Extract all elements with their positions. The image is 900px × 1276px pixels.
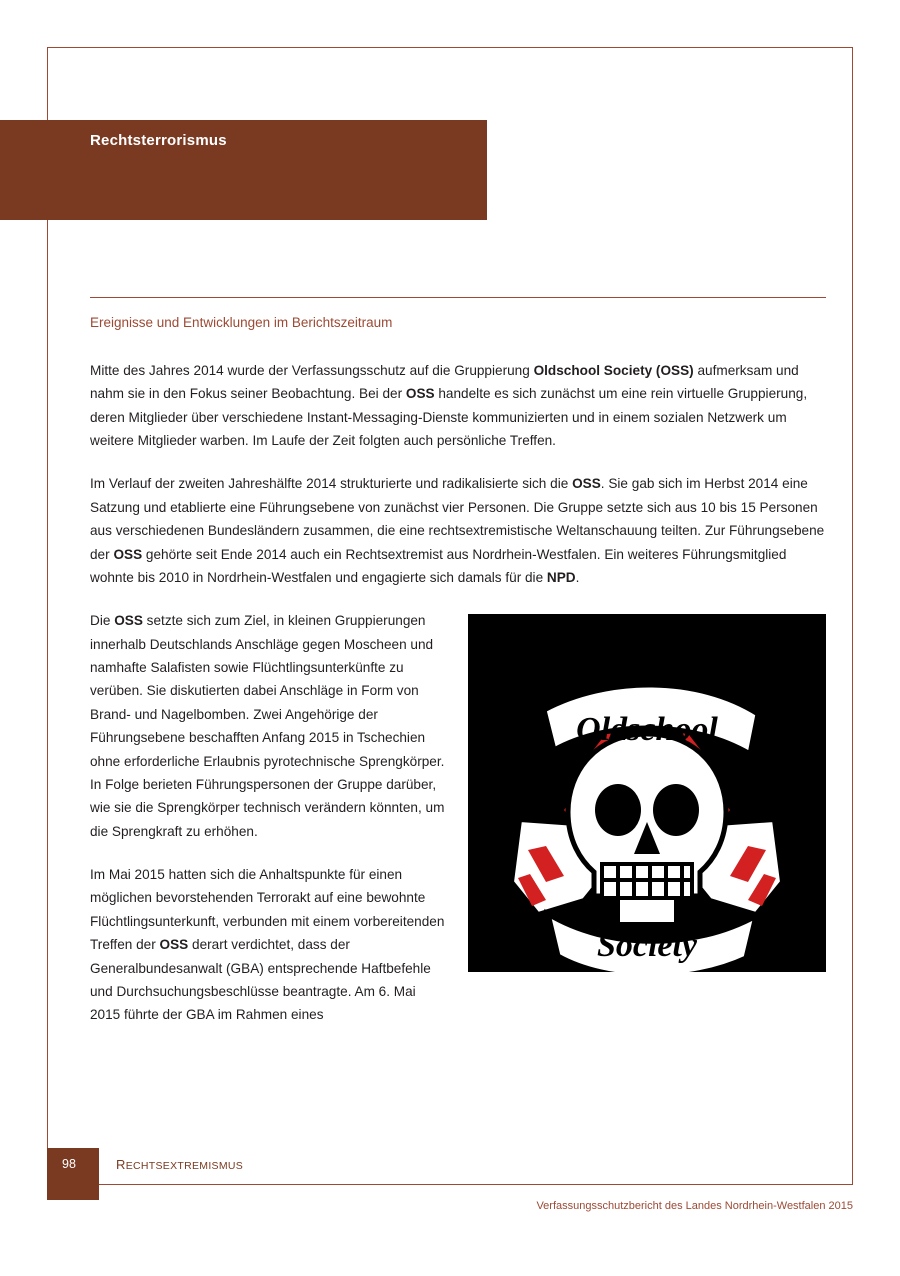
section-divider (90, 297, 826, 298)
footer-section-label (116, 1157, 243, 1172)
page-number: 98 (62, 1157, 76, 1171)
logo-bottom-text: Society (596, 927, 698, 965)
footer-section-label-initial: R (116, 1157, 126, 1172)
page-content (90, 297, 826, 1047)
paragraph-1: Mitte des Jahres 2014 wurde der Verfassungsschutz auf die Gruppierung Oldschool Society (OSS) aufmerksam und nahm sie in den Fokus seiner Beobachtung. Bei der OSS handelte es sich zunächst um eine rein virtuelle Gruppierung, deren Mitglieder über verschiedene Instant-Messaging-Dienste kommunizierten und in einem sozialen Netzwerk um weitere Mitglieder warben. Im Laufe der Zeit folgten auch persönliche Treffen. (90, 362, 808, 449)
oldschool-society-logo-figure (468, 614, 826, 972)
chapter-title: Rechtsterrorismus (90, 132, 227, 149)
page-number-box (47, 1148, 99, 1200)
chapter-header-band (0, 120, 487, 220)
logo-top-text: Oldschool (576, 711, 718, 749)
oldschool-society-logo-image (468, 614, 826, 972)
paragraph-2: Im Verlauf der zweiten Jahreshälfte 2014 strukturierte und radikalisierte sich die OSS. Sie gab sich im Herbst 2014 eine Satzung und etablierte eine Führungsebene von zunächst vier Personen. Die Gruppe setzte sich aus 10 bis 15 Personen aus verschiedenen Bundesländern zusammen, die eine rechtsextremistische Weltanschauung teilten. Zur Führungsebene der OSS gehörte seit Ende 2014 auch ein Rechtsextremist aus Nordrhein-Westfalen. Ein weiteres Führungsmitglied wohnte bis 2010 in Nordrhein-Westfalen und engagierte sich damals für die NPD. (90, 476, 825, 585)
footer-section-label-rest: ECHTSEXTREMISMUS (125, 1160, 244, 1172)
footer-report-line: Verfassungsschutzbericht des Landes Nordrhein-Westfalen 2015 (536, 1200, 853, 1212)
paragraph-3: Die OSS setzte sich zum Ziel, in kleinen Gruppierungen innerhalb Deutschlands Anschläge gegen Moscheen und namhafte Salafisten sowie Flüchtlingsunterkünfte zu verüben. Sie diskutierten dabei Anschläge in Form von Brand- und Nagelbomben. Zwei Angehörige der Führungsebene beschafften Anfang 2015 in Tschechien ohne erforderliche Erlaubnis pyrotechnische Sprengkörper. In Folge berieten Führungspersonen der Gruppe darüber, wie sie die Sprengkörper technisch verändern könnten, um die Sprengkraft zu erhöhen. (90, 613, 445, 839)
section-subtitle: Ereignisse und Entwicklungen im Berichtszeitraum (90, 315, 393, 330)
paragraph-4: Im Mai 2015 hatten sich die Anhaltspunkte für einen möglichen bevorstehenden Terrorakt auf eine bewohnte Flüchtlingsunterkunft, verbunden mit einem vorbereitenden Treffen der OSS derart verdichtet, dass der Generalbundesanwalt (GBA) entsprechende Haftbefehle und Durchsuchungsbeschlüsse beantragte. Am 6. Mai 2015 führte der GBA im Rahmen eines (90, 867, 445, 1023)
